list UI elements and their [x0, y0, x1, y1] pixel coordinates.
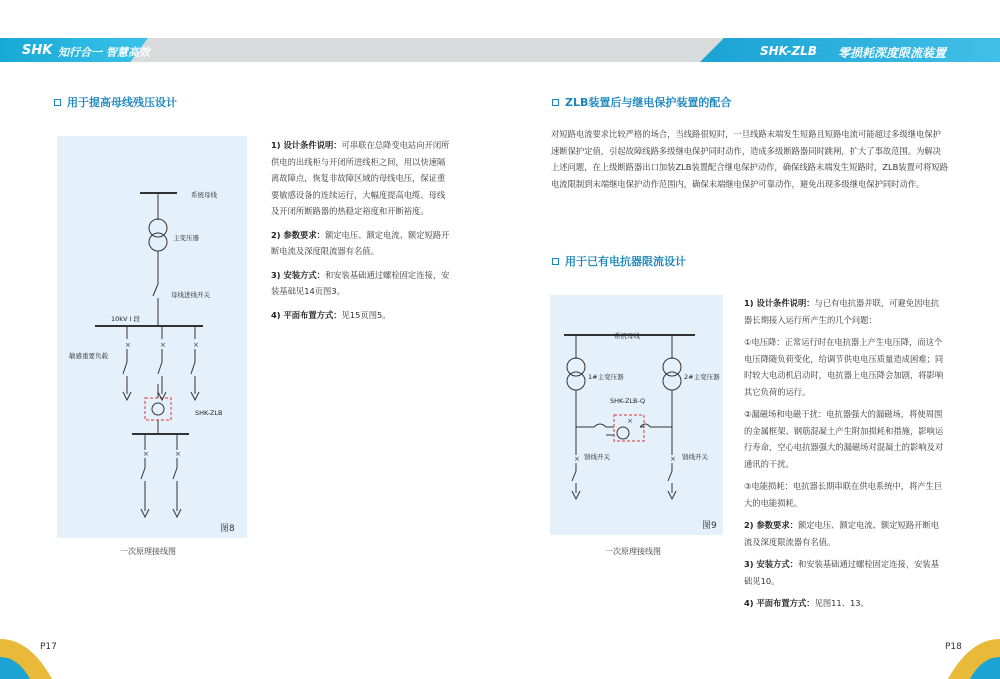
svg-text:×: × [670, 455, 676, 463]
label-switch-left: 馈线开关 [584, 453, 610, 461]
left-item [271, 227, 453, 260]
logo-left: SHK [22, 43, 53, 58]
svg-text:×: × [125, 341, 131, 349]
right-section1-title-text: ZLB装置后与继电保护装置的配合 [565, 96, 732, 109]
label-bus-section: 10kV I 段 [111, 315, 141, 323]
label-sensitive-load: 敏感重要负载 [69, 352, 108, 360]
left-diagram-svg [57, 136, 247, 538]
right-item-text: 额定电压、额定电流、额定短路开断电流及深度限流器有名值。 [744, 520, 940, 547]
right-diagram [550, 295, 723, 535]
right-section2-title-text: 用于已有电抗器限流设计 [565, 255, 686, 268]
right-item [744, 295, 944, 328]
right-item [744, 517, 944, 550]
transformer-circle-bottom [149, 233, 167, 251]
label-switch-right: 馈线开关 [682, 453, 708, 461]
right-item [744, 556, 944, 589]
transformer-circle-top [149, 219, 167, 237]
left-item-head: 3) 安装方式： [271, 269, 325, 280]
right-section1-text: 对短路电流要求比较严格的场合，当线路很短时，一旦线路末端发生短路且短路电流可能超过多级继电保护速断保护定值，引起故障线路多级继电保护同时动作，造成多级断路器同时跳闸，扩大了事故范围。为解决上述问题，在上级断路器出口加装ZLB装置配合继电保护动作，确保线路末端发生短路时，ZLB装置可将短路电流限制到末端继电保护动作范围内，确保末端继电保护可靠动作，避免出现多级继电保护同时动作。 [551, 129, 949, 189]
label-incoming-switch: 母线进线开关 [171, 291, 210, 299]
square-bullet-icon [54, 99, 61, 106]
right-item-head: 3) 安装方式： [744, 559, 798, 569]
right-item [744, 595, 944, 612]
right-item-text: 与已有电抗器并联，可避免因电抗器长期接入运行所产生的几个问题： [744, 298, 940, 325]
right-section1-title [552, 94, 731, 110]
label-device: SHK-ZLB [195, 409, 223, 417]
left-section-title [54, 94, 177, 110]
svg-text:×: × [175, 450, 181, 458]
right-item-text: ③电能损耗：电抗器长期串联在供电系统中，将产生巨大的电能损耗。 [744, 481, 943, 508]
left-item-head: 2) 参数要求： [271, 229, 325, 240]
left-item-text: 额定电压、额定电流、额定短路开断电流及深度限流器有名值。 [271, 229, 450, 256]
right-item-text: ①电压降：正常运行时在电抗器上产生电压降，而这个电压降随负荷变化，给调节供电电压质量造成困难；同时较大电动机启动时，电抗器上电压降会加剧，将影响其它负荷的运行。 [744, 337, 944, 397]
left-item-text: 和安装基础通过螺栓固定连接，安装基础见14页图3。 [271, 269, 450, 296]
left-caption: 一次原理接线图 [120, 547, 176, 556]
right-text-block [744, 295, 944, 612]
left-item-text: 见15页图5。 [341, 309, 391, 320]
figure-label: 图8 [220, 524, 235, 534]
right-item [744, 334, 944, 400]
label-transformer-1: 1#主变压器 [588, 373, 624, 381]
logo-right: SHK-ZLB [760, 44, 817, 58]
left-diagram [57, 136, 247, 538]
product-title: 零损耗深度限流装置 [838, 46, 947, 60]
square-bullet-icon [552, 258, 559, 265]
slogan-left: 知行合一 智慧高效 [58, 46, 150, 59]
right-item [744, 406, 944, 472]
right-item-text: 和安装基础通过螺栓固定连接，安装基础见10。 [744, 559, 940, 586]
label-bus: 系统母线 [614, 332, 640, 340]
left-item [271, 267, 453, 300]
right-item-head: 1) 设计条件说明： [744, 298, 815, 308]
square-bullet-icon [552, 99, 559, 106]
left-section-title-text: 用于提高母线残压设计 [67, 96, 177, 109]
svg-text:×: × [143, 450, 149, 458]
left-item-text: 可串联在总降变电站向开闭所供电的出线柜与开闭所进线柜之间，用以快速隔离故障点，恢复非故障区域的母线电压，保证重要敏感设备的连续运行，大幅度提高电缆、母线及开闭所断路器的热稳定裕度和开断裕度。 [271, 140, 450, 216]
label-bus: 系统母线 [191, 191, 217, 199]
page-number-right: P18 [945, 642, 962, 652]
label-transformer: 主变压器 [173, 234, 199, 242]
label-device: SHK-ZLB-Q [610, 397, 646, 405]
left-item-head: 4) 平面布置方式： [271, 309, 342, 320]
svg-text:×: × [627, 417, 633, 425]
label-transformer-2: 2#主变压器 [684, 373, 720, 381]
svg-text:×: × [160, 341, 166, 349]
right-item [744, 478, 944, 511]
figure-label: 图9 [702, 521, 717, 531]
right-item-text: ②漏磁场和电磁干扰：电抗器强大的漏磁场，将使周围的金属框架、钢筋混凝土产生附加损耗和措施，影响运行寿命，空心电抗器强大的漏磁场对混凝土的影响及对通讯的干扰。 [744, 409, 944, 469]
right-caption: 一次原理接线图 [605, 547, 661, 556]
page-number-left: P17 [40, 642, 57, 652]
right-section2-title [552, 253, 686, 269]
right-item-text: 见图11、13。 [814, 598, 869, 608]
right-item-head: 4) 平面布置方式： [744, 598, 815, 608]
left-text-block [271, 137, 453, 323]
right-item-head: 2) 参数要求： [744, 520, 798, 530]
zlb-device-box [145, 398, 171, 420]
left-item-head: 1) 设计条件说明： [271, 140, 342, 150]
svg-text:×: × [574, 455, 580, 463]
left-item [271, 307, 453, 324]
svg-text:×: × [193, 341, 199, 349]
left-item [271, 137, 453, 220]
